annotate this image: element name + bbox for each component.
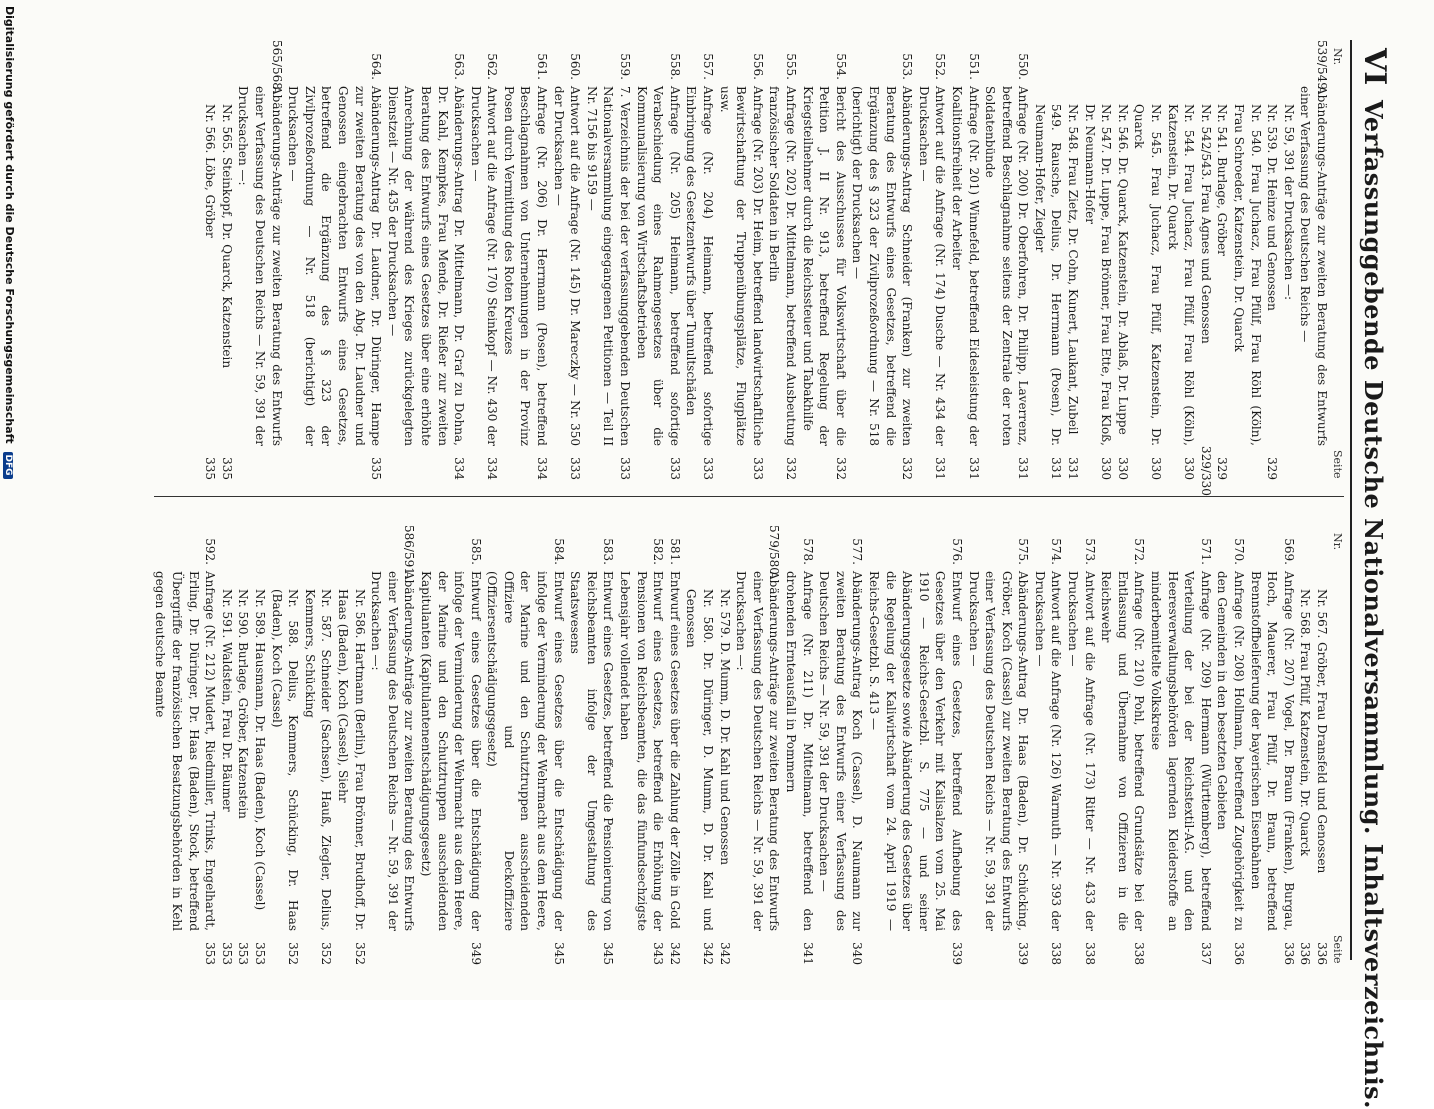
- entry-text: 7. Verzeichnis der bei der verfassunggebenden Deutschen Nationalversammlung eingegangenen Petitionen — Teil II Nr. 7156 bis 9159 —: [584, 86, 633, 446]
- toc-entry: [782, 525, 815, 965]
- entry-page: 336: [1232, 942, 1247, 965]
- entry-number: 556.: [750, 53, 765, 80]
- toc-entry: [716, 525, 733, 965]
- entry-page: 353: [219, 942, 234, 965]
- left-number-heading: Nr.: [1331, 48, 1344, 66]
- left-page-heading: Seite: [1331, 450, 1344, 479]
- toc-entry: [633, 40, 683, 480]
- toc-entry: [1031, 40, 1064, 480]
- entry-page: 334: [452, 457, 467, 480]
- entry-text: Nr. 586. Hartmann (Berlin), Frau Brönner, Brudhoff, Dr. Haas (Baden), Koch (Cassel), Siehr: [335, 589, 367, 931]
- entry-page: 338: [1132, 942, 1147, 965]
- entry-text: Anfrage (Nr. 207) Vogel, Dr. Braun (Franken), Burgau, Hoch, Mauerer, Frau Pfülf, Dr. Braun, betreffend Brennstoffbelieferung der bayerischen Eisenbahnen: [1248, 571, 1296, 931]
- entry-text: Abänderungs-Antrag Schneider (Franken) zur zweiten Beratung des Entwurfs eines Gesetzes, betreffend die Ergänzung des § 323 der Zivilprozeßordnung — Nr. 518 (berichtigt) der Drucksachen —: [850, 86, 915, 446]
- entry-text: Nr. 565. Steinkopf, Dr. Quarck, Katzenstein: [219, 104, 234, 369]
- toc-entry: [716, 40, 766, 480]
- entry-text: Nr. 580. Dr. Düringer, D. Mumm, D. Dr. Kahl und Genossen: [684, 589, 716, 931]
- toc-entry: [1147, 525, 1213, 965]
- toc-entry: [484, 525, 567, 965]
- entry-text: Abänderungs-Anträge zur zweiten Beratung des Entwurfs einer Verfassung des Deutschen Reichs — Nr. 59, 391 der Drucksachen —:: [734, 571, 782, 931]
- entry-page: 345: [551, 942, 566, 965]
- entry-page: 335: [203, 457, 218, 480]
- entry-page: 352: [286, 942, 301, 965]
- toc-entry: [1031, 525, 1064, 965]
- toc-entry: [1230, 40, 1263, 480]
- toc-entry: [1114, 40, 1131, 480]
- entry-text: Anfrage (Nr. 201) Winnefeld, betreffend Eidesleistung der Koalitionsfreiheit der Arbeiter: [949, 86, 981, 446]
- toc-entry: [1214, 40, 1231, 480]
- toc-entry: [218, 40, 235, 480]
- toc-entry: [1297, 525, 1314, 965]
- entry-page: 345: [601, 942, 616, 965]
- toc-entry: [683, 525, 716, 965]
- toc-entry: [235, 525, 252, 965]
- toc-entry: [152, 525, 218, 965]
- entry-page: 353: [203, 942, 218, 965]
- toc-entry: [1247, 525, 1297, 965]
- toc-entry: [1098, 525, 1148, 965]
- entry-text: Anfrage (Nr. 212) Mudert, Riedmiller, Trinks, Engelhardt, Erling, Dr. Düringer, Dr. Haas (Baden), Stock, betreffend Übergriffe der französischen Besatzungsbehörden in Kehl gegen deutsche Beamte: [153, 571, 218, 931]
- entry-page: 341: [800, 942, 815, 965]
- entry-page: 342: [667, 942, 682, 965]
- entry-text: Antwort auf die Anfrage (Nr. 174) Dusche — Nr. 434 der Drucksachen —: [916, 86, 948, 446]
- toc-entry: [1164, 40, 1197, 480]
- toc-entry: [1197, 40, 1214, 496]
- toc-entry: [1131, 40, 1164, 480]
- digitization-credit: [3, 6, 16, 479]
- toc-entry: [285, 40, 385, 480]
- credit-text: Digitalisierung gefördert durch die Deutsche Forschungsgemeinschaft: [3, 6, 16, 444]
- entry-number: 564.: [369, 53, 384, 80]
- entry-text: Anfrage (Nr. 211) Dr. Mittelmann, betreffend den drohenden Ernteausfall in Pommern: [784, 571, 815, 931]
- entry-number: 565/568.: [269, 40, 284, 94]
- entry-number: 573.: [1082, 538, 1097, 565]
- entry-number: 558.: [667, 53, 682, 80]
- entry-text: Nr. 589. Hausmann, Dr. Haas (Baden), Koch (Cassel): [253, 589, 267, 911]
- toc-entry: [915, 40, 948, 480]
- entry-text: Nr. 579. D. Mumm, D. Dr. Kahl und Genossen: [717, 589, 732, 866]
- entry-number: 576.: [949, 538, 964, 565]
- dfg-logo: DFG: [3, 452, 13, 479]
- entry-text: Abänderungs-Antrag Dr. Laudner, Dr. Düringer, Hampe zur zweiten Beratung des von den Abg. Dr. Laudner und Genossen eingebrachten Entwurfs eines Gesetzes, betreffend die Ergänzung des § 323 der Zivilprozeßordnung — Nr. 518 (berichtigt) der Drucksachen —: [286, 86, 384, 446]
- entry-text: Anfrage (Nr. 204) Heimann, betreffend sofortige Einbringung des Gesetzentwurfs über Tumultschäden: [684, 86, 716, 446]
- section-number: VI: [1357, 48, 1392, 86]
- toc-entry: [666, 525, 683, 965]
- entry-number: 550.: [1016, 53, 1031, 80]
- entry-number: 570.: [1232, 538, 1247, 565]
- toc-entry: [766, 40, 799, 480]
- entry-text: Nr. 590. Burlage, Gröber, Katzenstein: [236, 589, 251, 819]
- entry-number: 572.: [1132, 538, 1147, 565]
- entry-text: Entwurf eines Gesetzes über die Entschädigung der infolge der Verminderung der Wehrmacht aus dem Heere, der Marine und den Schutztruppen ausscheidenden Kapitulanten (Kapitulantenentschädigungsgesetz): [418, 571, 483, 931]
- entry-text: Entwurf eines Gesetzes über die Entschädigung der infolge der Verminderung der Wehrmacht aus dem Heere, der Marine und den Schutztruppen ausscheidenden Offiziere und Deckoffiziere (Offiziersentschädigungsgesetz): [485, 571, 566, 931]
- entry-number: 586/591.: [402, 525, 417, 579]
- entry-page: 335: [369, 457, 384, 480]
- entry-page: 329: [1215, 457, 1230, 480]
- toc-entry: [816, 525, 866, 965]
- toc-entry: [1313, 525, 1330, 965]
- entry-page: 352: [319, 942, 334, 965]
- entry-text: Anfrage (Nr. 209) Hermann (Württemberg), betreffend Verteilung der bei der Reichstextil-AG. und den Heeresverwaltungsbehörden lagernden Kleiderstoffe an minderbemittelte Volkskreise: [1149, 571, 1213, 931]
- entry-number: 552.: [933, 53, 948, 80]
- toc-entry: [683, 40, 716, 480]
- entry-number: 571.: [1198, 538, 1213, 565]
- entry-page: 332: [900, 457, 915, 480]
- entry-page: 332: [784, 457, 798, 480]
- entry-text: Bericht des Ausschusses für Volkswirtschaft über die Petition J. II Nr. 913, betreffend Regelung der Kriegsteilnehmer durch die Reichssteuer und Tabakhilfe: [800, 86, 848, 446]
- entry-page: 336: [1281, 942, 1296, 965]
- entry-text: Anfrage (Nr. 206) Dr. Herrmann (Posen), betreffend Beschlagnahmen von Unternehmungen in der Provinz Posen durch Vermittlung des Roten Kreuzes: [501, 86, 550, 446]
- entry-text: Antwort auf die Anfrage (Nr. 145) Dr. Mareczky — Nr. 350 der Drucksachen —: [551, 86, 583, 446]
- entry-page: 336: [1315, 942, 1329, 965]
- toc-entry: [550, 40, 583, 480]
- entry-text: Nr. 568. Frau Pfülf, Katzenstein, Dr. Quarck: [1298, 589, 1313, 857]
- entry-page: 335: [219, 457, 234, 480]
- entry-text: Nr. 548. Frau Zietz, Dr. Cohn, Kunert, Laukant, Zubeil: [1066, 104, 1081, 435]
- entry-page: 334: [485, 457, 500, 480]
- page-header: [1350, 40, 1392, 1109]
- entry-page: 329/330: [1198, 446, 1213, 496]
- entry-number: 562.: [485, 53, 500, 80]
- toc-entry: [1297, 40, 1330, 480]
- entry-page: 333: [667, 457, 682, 480]
- entry-text: Abänderungs-Anträge zur zweiten Beratung des Entwurfs einer Verfassung des Deutschen Reichs — Nr. 59, 391 der Drucksachen —:: [369, 571, 417, 931]
- toc-entry: [334, 525, 367, 965]
- entry-text: Anfrage (Nr. 203) Dr. Heim, betreffend landwirtschaftliche Bewirtschaftung der Truppenübungsplätze, Flugplätze usw.: [717, 86, 765, 446]
- toc-entry: [567, 525, 617, 965]
- entry-text: Entwurf eines Gesetzes, betreffend die Erhöhung der Pensionen von Reichsbeamten, die das fünfundsechzigste Lebensjahr vollendet haben: [618, 571, 666, 931]
- toc-entry: [301, 525, 334, 965]
- entry-page: 333: [701, 457, 716, 480]
- entry-text: Abänderungs-Antrag Dr. Haas (Baden), Dr. Schücking, Gröber, Koch (Cassel) zur zweiten Beratung des Entwurfs einer Verfassung des Deutschen Reichs — Nr. 59, 391 der Drucksachen —: [966, 571, 1031, 931]
- toc-entry: [1081, 40, 1114, 480]
- entry-number: 569.: [1281, 538, 1296, 565]
- entry-number: 551.: [966, 53, 981, 80]
- entry-text: Nr. 566. Löbe, Gröber: [203, 104, 218, 238]
- entry-page: 330: [1182, 457, 1197, 480]
- entry-number: 561.: [535, 53, 550, 80]
- entry-page: 339: [949, 942, 964, 965]
- entry-page: 331: [933, 457, 948, 480]
- entry-text: Entwurf eines Gesetzes über die Zahlung der Zölle in Gold: [667, 571, 682, 929]
- toc-entry: [849, 40, 915, 480]
- entry-text: Abänderungs-Anträge zur zweiten Beratung des Entwurfs einer Verfassung des Deutschen Reichs — Nr. 59, 391 der Drucksachen —:: [236, 86, 284, 446]
- entry-text: Nr. 546. Dr. Quarck, Katzenstein, Dr. Ablaß, Dr. Luppe: [1115, 104, 1130, 435]
- entry-number: 557.: [701, 53, 716, 80]
- entry-number: 577.: [850, 538, 865, 565]
- toc-entry: [218, 525, 235, 965]
- entry-page: 333: [568, 457, 583, 480]
- entry-number: 575.: [1016, 538, 1031, 565]
- entry-text: Nr. 540. Frau Juchacz, Frau Pfülf, Frau Röhl (Köln), Frau Schroeder, Katzenstein, Dr. Quarck: [1232, 104, 1263, 446]
- entry-text: 549. Rausche, Delius, Dr. Herrmann (Posen), Dr. Neumann-Hofer, Ziegler: [1032, 104, 1064, 446]
- entry-page: 352: [352, 942, 367, 965]
- entry-page: 343: [651, 942, 666, 965]
- entry-text: Nr. 542/543. Frau Agnes und Genossen: [1198, 104, 1213, 344]
- entry-text: Nr. 545. Frau Juchacz, Frau Pfülf, Katzenstein, Dr. Quarck: [1132, 104, 1164, 446]
- entry-number: 584.: [551, 538, 566, 565]
- entry-text: Nr. 541. Burlage, Gröber: [1215, 104, 1230, 256]
- entry-text: Entwurf eines Gesetzes, betreffend die Pensionierung von Reichsbeamten infolge der Umgestaltung des Staatswesens: [568, 571, 616, 931]
- toc-entry: [799, 40, 849, 480]
- entry-page: 331: [1016, 457, 1031, 480]
- toc-entry: [417, 525, 483, 965]
- entry-page: 331: [1049, 457, 1064, 480]
- entry-number: 559.: [618, 53, 633, 80]
- toc-entry: [202, 40, 219, 480]
- entry-page: 353: [253, 942, 267, 965]
- entry-text: Anfrage (Nr. 210) Pohl, betreffend Grundsätze bei der Entlassung und Übernahme von Offizieren in die Reichswehr: [1099, 571, 1147, 931]
- entry-number: 553.: [900, 53, 915, 80]
- entry-text: Nr. 539. Dr. Heinze und Genossen: [1265, 104, 1280, 311]
- entry-number: 579/580.: [767, 525, 782, 579]
- entry-page: 334: [535, 457, 550, 480]
- entry-text: Nr. 588. Delius, Kemmers, Schücking, Dr. Haas (Baden), Koch (Cassel): [269, 589, 301, 931]
- entry-number: 582.: [651, 538, 666, 565]
- toc-entry: [733, 525, 783, 965]
- entry-number: 585.: [468, 538, 483, 565]
- entry-page: 329: [1265, 457, 1280, 480]
- entry-number: 555.: [784, 53, 798, 80]
- entry-number: 560.: [568, 53, 583, 80]
- toc-entry: [583, 40, 633, 480]
- toc-entry: [1214, 525, 1247, 965]
- entry-text: Abänderungs-Antrag Dr. Mittelmann, Dr. Graf zu Dohna, Dr. Kahl, Kempkes, Frau Mende, Dr. Rießer zur zweiten Beratung des Entwurfs eines Gesetzes über eine erhöhte Anrechnung der während des Krieges zurückgelegten Dienstzeit — Nr. 435 der Drucksachen —: [385, 86, 467, 446]
- toc-entry: [865, 525, 965, 965]
- entry-text: Antwort auf die Anfrage (Nr. 170) Steinkopf — Nr. 430 der Drucksachen —: [468, 86, 500, 446]
- entry-number: 554.: [833, 53, 848, 80]
- entry-text: Nr. 567. Gröber, Frau Dransfeld und Genossen: [1315, 589, 1329, 874]
- entry-page: 339: [1016, 942, 1031, 965]
- toc-entry: [368, 525, 418, 965]
- entry-number: 581.: [667, 538, 682, 565]
- toc-entry: [1065, 40, 1082, 480]
- entry-page: 333: [618, 457, 633, 480]
- toc-entry: [965, 525, 1031, 965]
- entry-page: 332: [833, 457, 848, 480]
- entry-text: Abänderungs-Anträge zur zweiten Beratung des Entwurfs einer Verfassung des Deutschen Reichs —: [1298, 86, 1329, 446]
- entry-page: 337: [1198, 942, 1213, 965]
- entry-text: Antwort auf die Anfrage (Nr. 126) Warmuth — Nr. 393 der Drucksachen —: [1032, 571, 1064, 931]
- entry-text: Nr. 587. Schneider (Sachsen), Hauß, Ziegler, Delius, Kemmers, Schücking: [302, 589, 334, 931]
- entry-text: Anfrage (Nr. 202) Dr. Mittelmann, betreffend Ausbeutung französischer Soldaten in Berlin: [767, 86, 798, 446]
- entry-number: 574.: [1049, 538, 1064, 565]
- column-divider: [154, 496, 1344, 497]
- entry-page: 333: [750, 457, 765, 480]
- left-column: [202, 40, 1330, 496]
- entry-page: 342: [701, 942, 716, 965]
- toc-entry: [948, 40, 981, 480]
- entry-text: Anfrage (Nr. 208) Hollmann, betreffend Zugehörigkeit zu den Gemeinden in den besetzten Gebieten: [1215, 571, 1247, 931]
- entry-page: 342: [717, 942, 732, 965]
- right-column: [152, 525, 1330, 965]
- toc-entry: [982, 40, 1032, 480]
- entry-text: Nr. 547. Dr. Luppe, Frau Brönner, Frau Ette, Frau Kloß, Dr. Neumann-Hofer: [1082, 104, 1114, 446]
- toc-entry: [1280, 40, 1297, 480]
- entry-number: 578.: [800, 538, 815, 565]
- entry-page: 349: [468, 942, 483, 965]
- entry-text: Antwort auf die Anfrage (Nr. 173) Ritter — Nr. 433 der Drucksachen —: [1066, 571, 1097, 931]
- right-number-heading: Nr.: [1331, 533, 1344, 551]
- toc-entry: [500, 40, 550, 480]
- entry-page: 336: [1298, 942, 1313, 965]
- entry-text: Nr. 591. Waldstein, Frau Dr. Bäumer: [219, 589, 234, 812]
- toc-entry: [467, 40, 500, 480]
- entry-text: Nr. 544. Frau Juchacz, Frau Pfülf, Frau Röhl (Köln), Katzenstein, Dr. Quarck: [1165, 104, 1197, 446]
- entry-number: 592.: [203, 538, 218, 565]
- entry-page: 353: [236, 942, 251, 965]
- entry-page: 338: [1082, 942, 1097, 965]
- entry-page: 331: [1066, 457, 1081, 480]
- toc-entry: [1065, 525, 1098, 965]
- page-title: Verfassunggebende Deutsche Nationalversammlung. Inhaltsverzeichnis.: [1359, 100, 1388, 1109]
- toc-entry: [1264, 40, 1281, 480]
- entry-page: 331: [966, 457, 981, 480]
- entry-page: 330: [1115, 457, 1130, 480]
- entry-text: Anfrage (Nr. 205) Heimann, betreffend sofortige Verabschiedung eines Rahmengesetzes über die Kommunalisierung von Wirtschaftsbetrieben: [634, 86, 682, 446]
- toc-entry: [235, 40, 285, 480]
- toc-entry: [384, 40, 467, 480]
- toc-entry: [616, 525, 666, 965]
- entry-page: 330: [1149, 457, 1164, 480]
- toc-entry: [268, 525, 301, 965]
- entry-text: Anfrage (Nr. 200) Dr. Oberfohren, Dr. Philipp, Laverrenz, betreffend Beschlagnahme seitens der Zentrale der roten Soldatenbünde: [983, 86, 1031, 446]
- right-page-heading: Seite: [1331, 935, 1344, 964]
- entry-text: Nr. 59, 391 der Drucksachen —:: [1281, 104, 1296, 301]
- entry-text: Abänderungs-Antrag Koch (Cassel), D. Naumann zur zweiten Beratung des Entwurfs einer Verfassung des Deutschen Reichs — Nr. 59, 391 der Drucksachen —: [817, 571, 865, 931]
- entry-page: 338: [1049, 942, 1064, 965]
- entry-number: 539/549.: [1315, 40, 1329, 94]
- entry-page: 330: [1099, 457, 1114, 480]
- toc-entry: [251, 525, 268, 965]
- entry-page: 340: [850, 942, 865, 965]
- entry-number: 583.: [601, 538, 616, 565]
- entry-text: Entwurf eines Gesetzes, betreffend Aufhebung des Gesetzes über den Verkehr mit Kalisalzen vom 25. Mai 1910 — Reichs-Gesetzbl. S. 775 — und seiner Abänderungsgesetze sowie Abänderung des Gesetzes über die Regelung der Kaliwirtschaft vom 24. April 1919 — Reichs-Gesetzbl. S. 413 —: [866, 571, 964, 931]
- entry-number: 563.: [452, 53, 467, 80]
